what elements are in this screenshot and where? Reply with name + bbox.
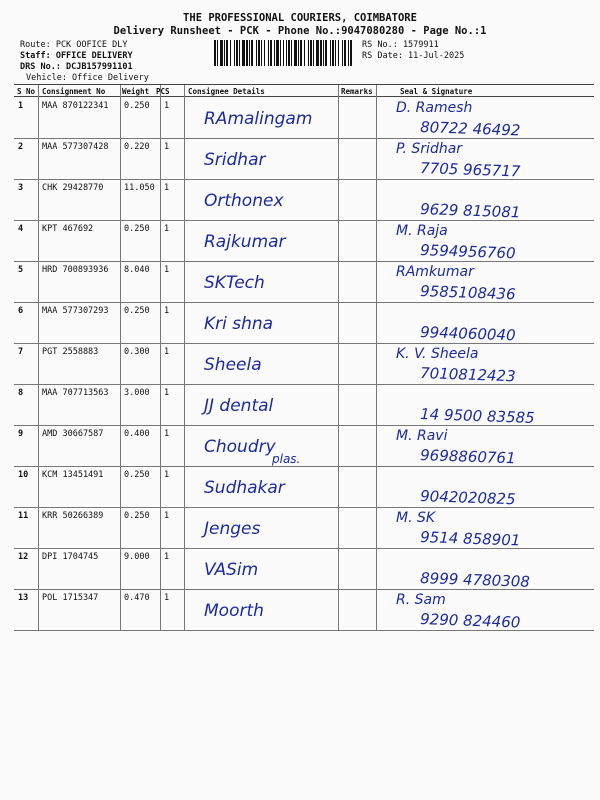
consignment-number: MAA 707713563 bbox=[42, 388, 109, 398]
pcs-value: 1 bbox=[164, 552, 170, 562]
weight-value: 3.000 bbox=[124, 388, 150, 398]
pcs-value: 1 bbox=[164, 593, 170, 603]
consignment-number: DPI 1704745 bbox=[42, 552, 99, 562]
consignee-handwriting bbox=[190, 425, 340, 465]
consignee-handwriting bbox=[190, 548, 340, 588]
col-header-sno: S No bbox=[17, 87, 36, 96]
weight-value: 0.400 bbox=[124, 429, 150, 439]
row-sno: 4 bbox=[18, 224, 24, 234]
consignee-name: Sudhakar bbox=[204, 478, 285, 498]
route-text: Route: PCK OOFICE DLY bbox=[20, 40, 128, 50]
table-row bbox=[14, 507, 594, 549]
consignee-name: Moorth bbox=[204, 601, 264, 621]
row-sno: 6 bbox=[18, 306, 24, 316]
consignee-name: Sridhar bbox=[204, 150, 266, 170]
weight-value: 0.250 bbox=[124, 306, 150, 316]
rs-number: RS No.: 1579911 bbox=[362, 40, 439, 50]
table-row bbox=[14, 589, 594, 631]
signature-handwriting bbox=[380, 300, 580, 345]
consignment-number: AMD 30667587 bbox=[42, 429, 104, 439]
consignee-handwriting bbox=[190, 302, 340, 342]
rs-date: RS Date: 11-Jul-2025 bbox=[362, 51, 465, 61]
runsheet-title: Delivery Runsheet - PCK - Phone No.:9047080280 - Page No.:1 bbox=[113, 25, 487, 37]
row-sno: 5 bbox=[18, 265, 24, 275]
consignee-handwriting bbox=[190, 97, 340, 137]
row-sno: 13 bbox=[18, 593, 29, 603]
pcs-value: 1 bbox=[164, 224, 170, 234]
weight-value: 0.250 bbox=[124, 224, 150, 234]
signature-handwriting bbox=[380, 382, 580, 427]
consignee-handwriting bbox=[190, 507, 340, 547]
col-header-consignee: Consignee Details bbox=[188, 87, 265, 96]
row-sno: 7 bbox=[18, 347, 24, 357]
table-row bbox=[14, 425, 594, 467]
row-sno: 9 bbox=[18, 429, 24, 439]
pcs-value: 1 bbox=[164, 388, 170, 398]
weight-value: 0.300 bbox=[124, 347, 150, 357]
signature-phone: 14 9500 83585 bbox=[419, 405, 535, 427]
signature-phone: 9585108436 bbox=[419, 282, 516, 304]
row-sno: 3 bbox=[18, 183, 24, 193]
pcs-value: 1 bbox=[164, 265, 170, 275]
signature-handwriting bbox=[380, 546, 580, 591]
signature-name: M. SK bbox=[396, 510, 436, 526]
pcs-value: 1 bbox=[164, 470, 170, 480]
weight-value: 9.000 bbox=[124, 552, 150, 562]
signature-phone: 9629 815081 bbox=[419, 200, 521, 222]
col-header-weight: Weight bbox=[122, 87, 150, 96]
signature-handwriting bbox=[380, 95, 580, 140]
table-row bbox=[14, 179, 594, 221]
consignment-number: HRD 700893936 bbox=[42, 265, 109, 275]
signature-handwriting bbox=[380, 341, 580, 386]
signature-phone: 7010812423 bbox=[419, 364, 516, 386]
table-row bbox=[14, 343, 594, 385]
signature-name: R. Sam bbox=[396, 592, 446, 608]
signature-handwriting bbox=[380, 218, 580, 263]
table-row bbox=[14, 261, 594, 303]
consignee-name: Jenges bbox=[204, 519, 261, 539]
consignee-name: VASim bbox=[204, 560, 259, 580]
signature-phone: 9944060040 bbox=[419, 323, 516, 345]
table-row bbox=[14, 138, 594, 180]
signature-phone: 9290 824460 bbox=[419, 610, 521, 632]
consignee-name: RAmalingam bbox=[204, 109, 313, 129]
consignment-number: CHK 29428770 bbox=[42, 183, 104, 193]
signature-phone: 9594956760 bbox=[419, 241, 516, 263]
consignment-number: KCM 13451491 bbox=[42, 470, 104, 480]
consignment-number: KRR 50266389 bbox=[42, 511, 104, 521]
col-header-remarks: Remarks bbox=[341, 87, 373, 96]
consignee-name: Kri shna bbox=[204, 314, 274, 334]
signature-name: RAmkumar bbox=[396, 264, 474, 280]
signature-phone: 7705 965717 bbox=[419, 159, 521, 181]
table-row bbox=[14, 384, 594, 426]
signature-name: M. Raja bbox=[396, 223, 448, 239]
row-sno: 1 bbox=[18, 101, 24, 111]
signature-phone: 9514 858901 bbox=[419, 528, 521, 550]
signature-handwriting bbox=[380, 177, 580, 222]
pcs-value: 1 bbox=[164, 347, 170, 357]
consignee-handwriting bbox=[190, 384, 340, 424]
signature-handwriting bbox=[380, 464, 580, 509]
company-title: THE PROFESSIONAL COURIERS, COIMBATORE bbox=[183, 12, 417, 24]
consignment-number: MAA 870122341 bbox=[42, 101, 109, 111]
table-top-rule bbox=[14, 84, 594, 85]
col-header-pcs: PCS bbox=[156, 87, 170, 96]
consignee-handwriting bbox=[190, 343, 340, 383]
signature-name: D. Ramesh bbox=[396, 100, 473, 116]
consignee-handwriting bbox=[190, 179, 340, 219]
consignee-name: Orthonex bbox=[204, 191, 284, 211]
pcs-value: 1 bbox=[164, 511, 170, 521]
table-row bbox=[14, 97, 594, 139]
table-row bbox=[14, 548, 594, 590]
row-sno: 10 bbox=[18, 470, 29, 480]
barcode-image bbox=[214, 40, 352, 66]
pcs-value: 1 bbox=[164, 306, 170, 316]
consignee-name: Choudry bbox=[204, 437, 276, 457]
weight-value: 0.250 bbox=[124, 101, 150, 111]
row-sno: 8 bbox=[18, 388, 24, 398]
consignment-number: KPT 467692 bbox=[42, 224, 94, 234]
consignment-number: POL 1715347 bbox=[42, 593, 99, 603]
consignee-handwriting bbox=[190, 220, 340, 260]
row-sno: 12 bbox=[18, 552, 29, 562]
vehicle-text: Vehicle: Office Delivery bbox=[26, 73, 149, 83]
row-sno: 2 bbox=[18, 142, 24, 152]
consignee-name: JJ dental bbox=[204, 396, 274, 416]
row-sno: 11 bbox=[18, 511, 29, 521]
signature-phone: 8999 4780308 bbox=[419, 569, 531, 591]
consignee-name: Rajkumar bbox=[204, 232, 286, 252]
drs-number: DRS No.: DCJB157991101 bbox=[20, 62, 133, 72]
pcs-value: 1 bbox=[164, 142, 170, 152]
weight-value: 0.470 bbox=[124, 593, 150, 603]
weight-value: 8.040 bbox=[124, 265, 150, 275]
signature-handwriting bbox=[380, 587, 580, 632]
consignee-handwriting bbox=[190, 466, 340, 506]
pcs-value: 1 bbox=[164, 101, 170, 111]
consignee-name-line2: plas. bbox=[272, 452, 301, 466]
signature-phone: 9698860761 bbox=[419, 446, 516, 468]
consignment-number: MAA 577307428 bbox=[42, 142, 109, 152]
signature-handwriting bbox=[380, 505, 580, 550]
consignee-name: Sheela bbox=[204, 355, 262, 375]
table-row bbox=[14, 302, 594, 344]
weight-value: 0.220 bbox=[124, 142, 150, 152]
pcs-value: 1 bbox=[164, 183, 170, 193]
consignee-name: SKTech bbox=[204, 273, 265, 293]
weight-value: 0.250 bbox=[124, 470, 150, 480]
signature-name: P. Sridhar bbox=[396, 141, 463, 157]
consignee-handwriting bbox=[190, 261, 340, 301]
weight-value: 11.050 bbox=[124, 183, 155, 193]
table-row bbox=[14, 466, 594, 508]
pcs-value: 1 bbox=[164, 429, 170, 439]
weight-value: 0.250 bbox=[124, 511, 150, 521]
staff-text: Staff: OFFICE DELIVERY bbox=[20, 51, 133, 61]
col-header-consignment: Consignment No bbox=[42, 87, 106, 96]
col-header-seal: Seal & Signature bbox=[400, 87, 473, 96]
signature-handwriting bbox=[380, 423, 580, 468]
signature-handwriting bbox=[380, 259, 580, 304]
signature-name: K. V. Sheela bbox=[396, 346, 479, 362]
signature-handwriting bbox=[380, 136, 580, 181]
table-row bbox=[14, 220, 594, 262]
signature-phone: 9042020825 bbox=[419, 487, 516, 509]
consignee-handwriting bbox=[190, 589, 340, 629]
consignment-number: PGT 2558883 bbox=[42, 347, 99, 357]
signature-name: M. Ravi bbox=[396, 428, 448, 444]
consignment-number: MAA 577307293 bbox=[42, 306, 109, 316]
consignee-handwriting bbox=[190, 138, 340, 178]
signature-phone: 80722 46492 bbox=[419, 118, 521, 140]
